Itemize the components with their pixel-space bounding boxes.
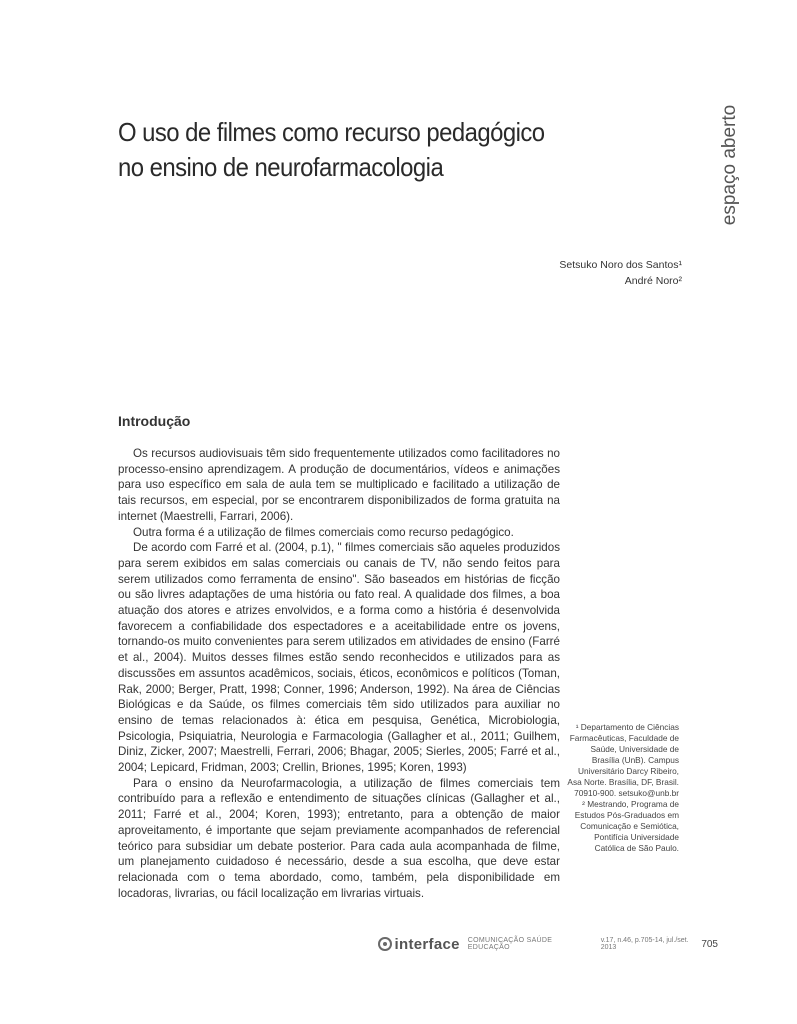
article-title (118, 115, 578, 185)
body-text (118, 446, 560, 901)
citation-info: v.17, n.46, p.705-14, jul./set. 2013 (600, 937, 689, 951)
journal-logo-icon (378, 937, 392, 951)
section-tag-label: espaço aberto (719, 104, 740, 226)
title-line-1: O uso de filmes como recurso pedagógico (118, 117, 545, 147)
page-number: 705 (701, 938, 718, 950)
affiliation-note-1: ¹ Departamento de Ciências Farmacêuticas, Faculdade de Saúde, Universidade de Brasília (UnB). Campus Universitário Darcy Ribeiro, Asa Norte. Brasília, DF, Brasil. 70910-900. setsuko@unb.br (567, 722, 679, 798)
paragraph-3: De acordo com Farré et al. (2004, p.1), " filmes comerciais são aqueles produzidos para serem exibidos em salas comerciais ou canais de TV, não sendo feitos para serem utilizados como ferramenta de ensino". São baseados em histórias de ficção ou são livres adaptações de uma história ou fato real. A qualidade dos filmes, a boa atuação dos atores e atrizes envolvidos, e a forma como a história é desenvolvida favorecem a confiabilidade dos espectadores e a aceitabilidade entre os jovens, tornando-os muito convenientes para serem utilizados em atividades de ensino (Farré et al., 2004). Muitos desses filmes estão sendo reconhecidos e utilizados para as discussões em assuntos acadêmicos, sociais, éticos, econômicos e políticos (Toman, Rak, 2000; Berger, Pratt, 1998; Conner, 1996; Anderson, 1992). Na área de Ciências Biológicas e da Saúde, os filmes comerciais têm sido utilizados para auxiliar no ensino de temas relacionados à: ética em pesquisa, Genética, Microbiologia, Psicologia, Psiquiatria, Neurologia e Farmacologia (Gallagher et al., 2011; Guilhem, Diniz, Zicker, 2007; Maestrelli, Ferrari, 2006; Bhagar, 2005; Sierles, 2005; Farré et al., 2004; Lepicard, Fridman, 2003; Crellin, Briones, 1995; Koren, 1993) (118, 541, 560, 775)
journal-logo: interface (394, 935, 460, 953)
affiliation-note-2: ² Mestrando, Programa de Estudos Pós-Graduados em Comunicação e Semiótica, Pontifícia Universidade Católica de São Paulo. (574, 799, 679, 853)
affiliation-notes (564, 722, 679, 854)
section-tag (700, 100, 760, 230)
author-list (559, 257, 682, 289)
journal-subtitle: COMUNICAÇÃO SAÚDE EDUCAÇÃO (467, 937, 553, 951)
author-2: André Noro² (624, 275, 682, 287)
paragraph-2: Outra forma é a utilização de filmes comerciais como recurso pedagógico. (133, 525, 514, 539)
author-1: Setsuko Noro dos Santos¹ (559, 259, 682, 271)
page-footer (378, 934, 718, 954)
section-heading: Introdução (118, 413, 191, 429)
title-line-2: no ensino de neurofarmacologia (118, 152, 444, 182)
paragraph-4: Para o ensino da Neurofarmacologia, a utilização de filmes comerciais tem contribuído para a reflexão e entendimento de situações clínicas (Gallagher et al., 2011; Farré et al., 2004; Koren, 1993); entretanto, para a obtenção de maior aproveitamento, é importante que sejam previamente acompanhados de referencial teórico para subsidiar um debate posterior. Para cada aula acompanhada de filme, um planejamento cuidadoso é necessário, desde a sua escolha, que deve estar relacionada com o tema abordado, como, também, pela disponibilidade em locadoras, livrarias, ou fácil localização em livrarias virtuais. (118, 776, 560, 900)
paragraph-1: Os recursos audiovisuais têm sido frequentemente utilizados como facilitadores no processo-ensino aprendizagem. A produção de documentários, vídeos e animações para uso específico em sala de aula tem se multiplicado e facilitado a utilização de tais recursos, em especial, por se encontrarem disponibilizados de forma gratuita na internet (Maestrelli, Farrari, 2006). (118, 447, 560, 523)
